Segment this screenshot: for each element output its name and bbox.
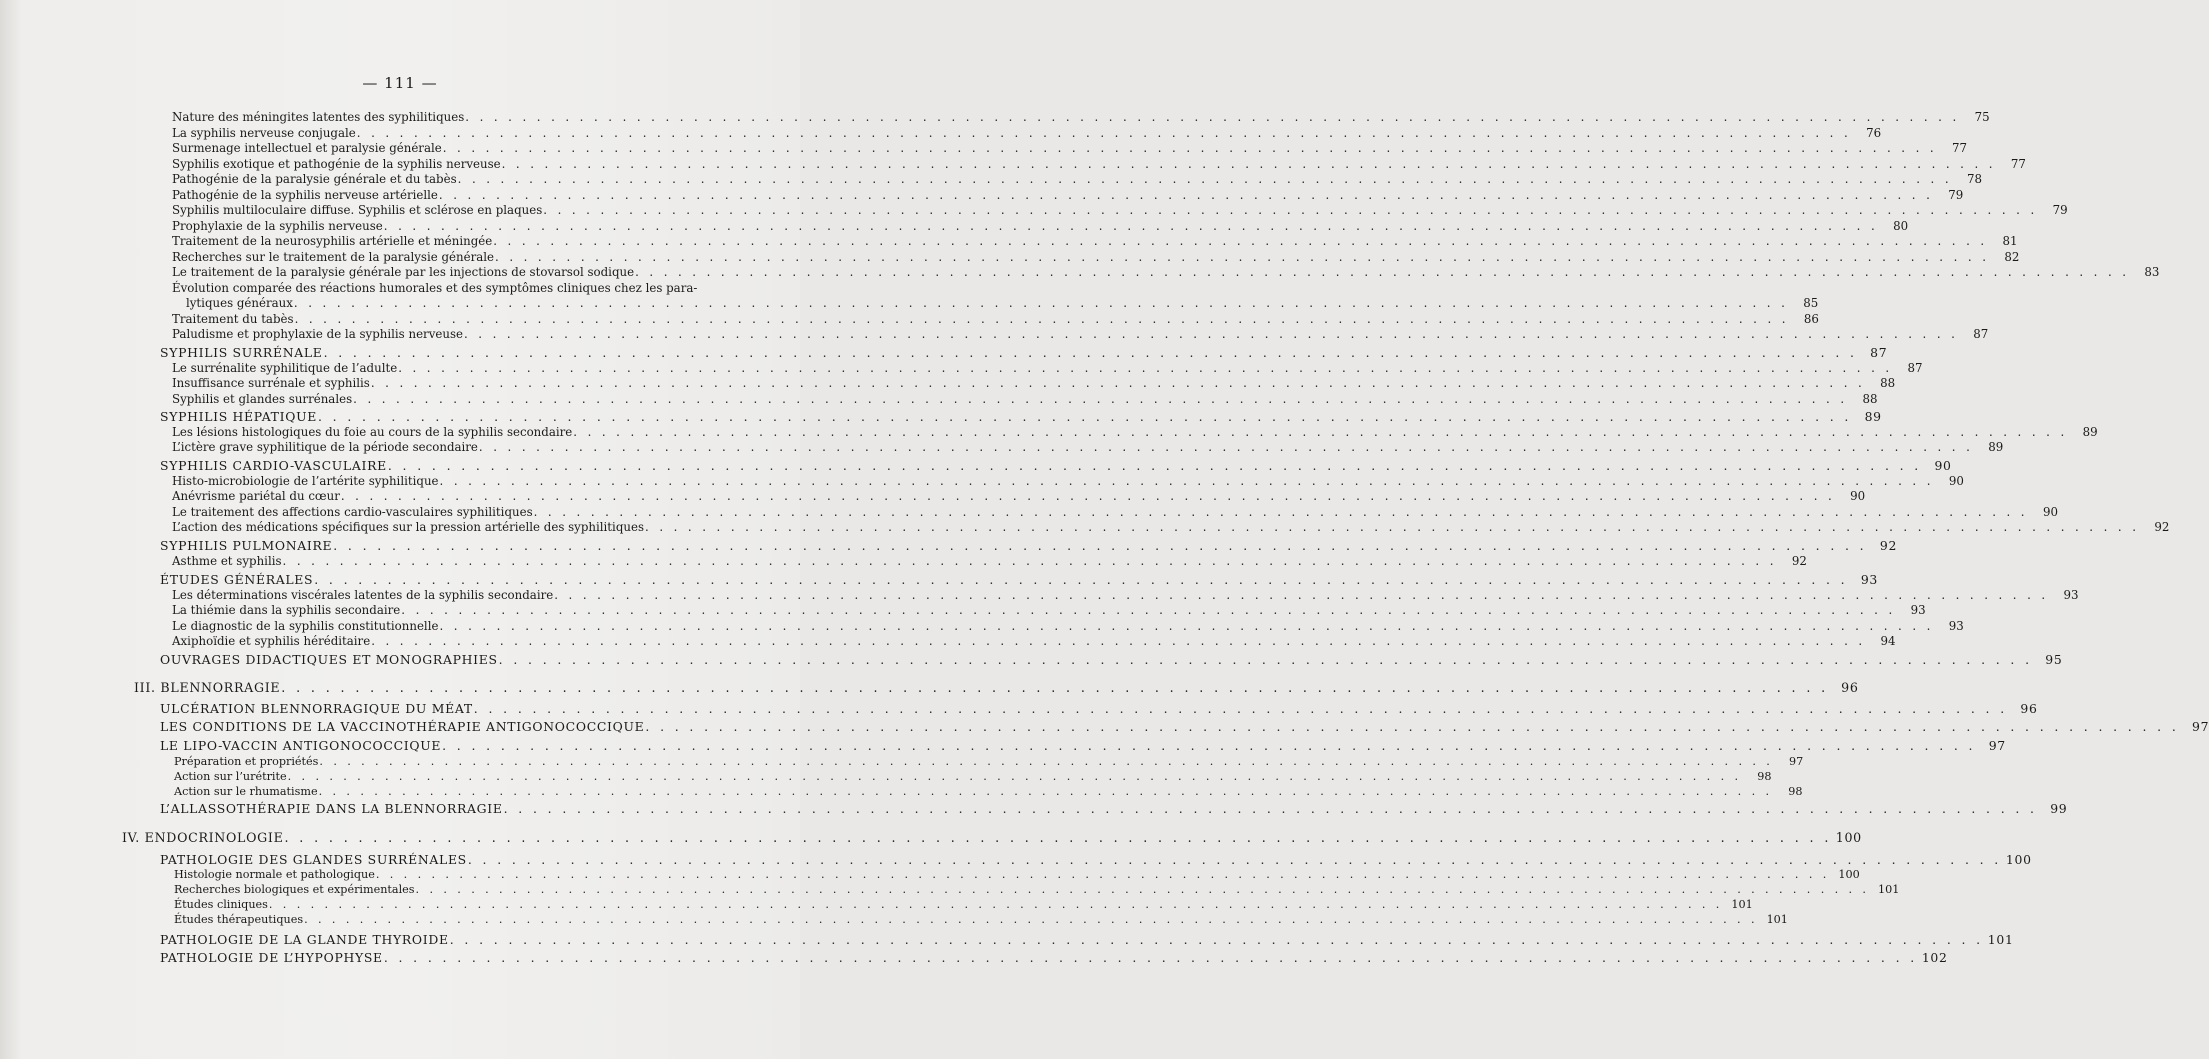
toc-entry-page: 94: [1880, 634, 1896, 648]
toc-entry-label: L’ALLASSOTHÉRAPIE DANS LA BLENNORRAGIE: [160, 801, 503, 816]
toc-entry-page: 82: [2004, 250, 2020, 264]
toc-entry-page: 89: [1988, 440, 2004, 454]
toc-entry-page: 97: [1988, 738, 2006, 753]
toc-entry: [174, 912, 1788, 927]
toc-entry-page: 75: [1974, 110, 1990, 124]
toc-part-heading: [122, 830, 1862, 845]
toc-entry: [186, 296, 1819, 311]
toc-entry-page: 97: [2192, 719, 2209, 734]
toc-entry: [172, 489, 1866, 504]
toc-entry-label: ÉTUDES GÉNÉRALES: [160, 572, 314, 587]
toc-entry-label: Axiphoïdie et syphilis héréditaire: [172, 634, 371, 648]
toc-entry-label: SYPHILIS PULMONAIRE: [160, 538, 333, 553]
toc-entry: [172, 219, 1909, 234]
toc-entry-page: 77: [1952, 141, 1968, 155]
toc-entry-label: PATHOLOGIE DES GLANDES SURRÉNALES: [160, 852, 467, 867]
toc-entry-label: Insuffisance surrénale et syphilis: [172, 376, 370, 390]
dot-leader: . . . . . . . . . . . . . . . . . . . . . . . . . . . . . . . . . . . . . . . . . . . . . . . . . . . . . . . . . . . . . . . . . . . . . . . . . . . . . . . . . . . . . . . . . . . . . . . . . . . . . . . . .: [294, 312, 1789, 326]
toc-section-heading: [160, 458, 1952, 473]
toc-entry: [172, 327, 1989, 342]
page-number: — 111 —: [362, 74, 438, 92]
toc-entry: [172, 203, 2068, 218]
dot-leader: . . . . . . . . . . . . . . . . . . . . . . . . . . . . . . . . . . . . . . . . . . . . . . . . . . . . . . . . . . . . . . . . . . . . . . . . . . . . . . . . . . . . . . . . . . . . . . . . . . . . . . . . .: [383, 950, 1918, 965]
toc-entry-label: Action sur le rhumatisme: [174, 785, 318, 798]
toc-entry-page: 77: [2010, 157, 2026, 171]
toc-entry-label: La syphilis nerveuse conjugale: [172, 126, 356, 140]
toc-entry: [174, 769, 1772, 784]
dot-leader: . . . . . . . . . . . . . . . . . . . . . . . . . . . . . . . . . . . . . . . . . . . . . . . . . . . . . . . . . . . . . . . . . . . . . . . . . . . . . . . . . . . . . . . . . . . . . . . . . . . . . . . . .: [543, 203, 2038, 217]
toc-entry-page: 101: [1766, 913, 1788, 926]
toc-entry: [172, 619, 1964, 634]
toc-entry-label: Nature des méningites latentes des syphilitiques: [172, 110, 465, 124]
toc-entry-label: Surmenage intellectuel et paralysie générale: [172, 141, 442, 155]
toc-entry-label: Études cliniques: [174, 898, 268, 911]
toc-section-heading: [160, 538, 1898, 553]
toc-entry-label: Paludisme et prophylaxie de la syphilis nerveuse: [172, 327, 463, 341]
toc-entry: [174, 867, 1860, 882]
dot-leader: . . . . . . . . . . . . . . . . . . . . . . . . . . . . . . . . . . . . . . . . . . . . . . . . . . . . . . . . . . . . . . . . . . . . . . . . . . . . . . . . . . . . . . . . . . . . . . . . . . . . . . . . .: [503, 801, 2038, 816]
toc-entry-label: L’action des médications spécifiques sur la pression artérielle des syphilitiques: [172, 520, 645, 534]
toc-entry-label: Recherches sur le traitement de la paralysie générale: [172, 250, 495, 264]
dot-leader: . . . . . . . . . . . . . . . . . . . . . . . . . . . . . . . . . . . . . . . . . . . . . . . . . . . . . . . . . . . . . . . . . . . . . . . . . . . . . . . . . . . . . . . . . . . . . . . . . . . . . . . . .: [387, 458, 1922, 473]
toc-entry: [172, 588, 2079, 603]
toc-entry-label: Traitement de la neurosyphilis artérielle et méningée: [172, 234, 493, 248]
toc-entry-page: 87: [1973, 327, 1989, 341]
toc-entry-page: 79: [2052, 203, 2068, 217]
toc-section-heading: [160, 932, 2014, 947]
toc-entry-label: LE LIPO-VACCIN ANTIGONOCOCCIQUE: [160, 738, 442, 753]
toc-entry-label: Anévrisme pariétal du cœur: [172, 489, 340, 503]
dot-leader: . . . . . . . . . . . . . . . . . . . . . . . . . . . . . . . . . . . . . . . . . . . . . . . . . . . . . . . . . . . . . . . . . . . . . . . . . . . . . . . . . . . . . . . . . . . . . . . . . . . . . . . . .: [375, 868, 1830, 881]
toc-entry-page: 96: [2020, 701, 2038, 716]
toc-entry-page: 99: [2050, 801, 2068, 816]
toc-entry-page: 90: [2042, 505, 2058, 519]
toc-entry: [172, 141, 1968, 156]
toc-section-heading: [160, 719, 2209, 734]
toc-entry: [174, 897, 1753, 912]
toc-entry: [172, 172, 1982, 187]
dot-leader: . . . . . . . . . . . . . . . . . . . . . . . . . . . . . . . . . . . . . . . . . . . . . . . . . . . . . . . . . . . . . . . . . . . . . . . . . . . . . . . . . . . . . . . . . . . . . . . . . . . . . . . . .: [645, 520, 2140, 534]
toc-entry-label: LES CONDITIONS DE LA VACCINOTHÉRAPIE ANTIGONOCOCCIQUE: [160, 719, 645, 734]
toc-section-heading: [160, 409, 1882, 424]
toc-entry-label: Le diagnostic de la syphilis constitutionnelle: [172, 619, 439, 633]
dot-leader: . . . . . . . . . . . . . . . . . . . . . . . . . . . . . . . . . . . . . . . . . . . . . . . . . . . . . . . . . . . . . . . . . . . . . . . . . . . . . . . . . . . . . . . . . . . . . . . . . . . . . . . . .: [304, 913, 1758, 926]
toc-entry-page: 101: [1731, 898, 1753, 911]
dot-leader: . . . . . . . . . . . . . . . . . . . . . . . . . . . . . . . . . . . . . . . . . . . . . . . . . . . . . . . . . . . . . . . . . . . . . . . . . . . . . . . . . . . . . . . . . . . . . . . . . . . . . . . . .: [356, 126, 1852, 140]
dot-leader: . . . . . . . . . . . . . . . . . . . . . . . . . . . . . . . . . . . . . . . . . . . . . . . . . . . . . . . . . . . . . . . . . . . . . . . . . . . . . . . . . . . . . . . . . . . . . . . . . . . . . . . . .: [463, 327, 1959, 341]
dot-leader: . . . . . . . . . . . . . . . . . . . . . . . . . . . . . . . . . . . . . . . . . . . . . . . . . . . . . . . . . . . . . . . . . . . . . . . . . . . . . . . . . . . . . . . . . . . . . . . . . . . . . . . . .: [478, 440, 1974, 454]
toc-entry: [172, 265, 2160, 280]
toc-entry: [172, 188, 1964, 203]
toc-entry: [172, 376, 1896, 391]
toc-entry: [172, 157, 2026, 172]
dot-leader: . . . . . . . . . . . . . . . . . . . . . . . . . . . . . . . . . . . . . . . . . . . . . . . . . . . . . . . . . . . . . . . . . . . . . . . . . . . . . . . . . . . . . . . . . . . . . . . . . . . . . . . . .: [467, 852, 2002, 867]
toc-entry-label: Traitement du tabès: [172, 312, 294, 326]
toc-section-heading: [160, 801, 2068, 816]
toc-entry-label: Le surrénalite syphilitique de l’adulte: [172, 361, 398, 375]
dot-leader: . . . . . . . . . . . . . . . . . . . . . . . . . . . . . . . . . . . . . . . . . . . . . . . . . . . . . . . . . . . . . . . . . . . . . . . . . . . . . . . . . . . . . . . . . . . . . . . . . . . . . . . . .: [398, 361, 1893, 375]
toc-entry-page: 96: [1841, 680, 1859, 695]
toc-entry-page: 98: [1757, 770, 1772, 783]
toc-entry: [172, 440, 2004, 455]
toc-entry-label: Histologie normale et pathologique: [174, 868, 375, 881]
dot-leader: . . . . . . . . . . . . . . . . . . . . . . . . . . . . . . . . . . . . . . . . . . . . . . . . . . . . . . . . . . . . . . . . . . . . . . . . . . . . . . . . . . . . . . . . . . . . . . . . . . . . . . . . .: [495, 250, 1990, 264]
toc-entry-page: 100: [1835, 830, 1862, 845]
toc-part-heading: [134, 680, 1859, 695]
dot-leader: . . . . . . . . . . . . . . . . . . . . . . . . . . . . . . . . . . . . . . . . . . . . . . . . . . . . . . . . . . . . . . . . . . . . . . . . . . . . . . . . . . . . . . . . . . . . . . . . . . . . . . . . .: [554, 588, 2049, 602]
toc-entry-page: 81: [2002, 234, 2018, 248]
toc-entry: [172, 505, 2058, 520]
toc-entry-page: 92: [1791, 554, 1807, 568]
toc-entry: [172, 603, 1926, 618]
dot-leader: . . . . . . . . . . . . . . . . . . . . . . . . . . . . . . . . . . . . . . . . . . . . . . . . . . . . . . . . . . . . . . . . . . . . . . . . . . . . . . . . . . . . . . . . . . . . . . . . . . . . . . . . .: [493, 234, 1988, 248]
toc-entry-label: Les lésions histologiques du foie au cours de la syphilis secondaire: [172, 425, 573, 439]
toc-entry-label: Pathogénie de la syphilis nerveuse artérielle: [172, 188, 438, 202]
toc-entry-page: 90: [1850, 489, 1866, 503]
toc-entry-label: Pathogénie de la paralysie générale et du tabès: [172, 172, 457, 186]
toc-entry-label: Le traitement des affections cardio-vasculaires syphilitiques: [172, 505, 533, 519]
toc-entry-label: III. BLENNORRAGIE: [134, 680, 281, 695]
dot-leader: . . . . . . . . . . . . . . . . . . . . . . . . . . . . . . . . . . . . . . . . . . . . . . . . . . . . . . . . . . . . . . . . . . . . . . . . . . . . . . . . . . . . . . . . . . . . . . . . . . . . . . . . .: [353, 392, 1848, 406]
toc-section-heading: [160, 852, 2032, 867]
toc-entry-label: Études thérapeutiques: [174, 913, 304, 926]
toc-entry-page: 87: [1870, 345, 1888, 360]
dot-leader: . . . . . . . . . . . . . . . . . . . . . . . . . . . . . . . . . . . . . . . . . . . . . . . . . . . . . . . . . . . . . . . . . . . . . . . . . . . . . . . . . . . . . . . . . . . . . . . . . . . . . . . . .: [268, 898, 1723, 911]
dot-leader: . . . . . . . . . . . . . . . . . . . . . . . . . . . . . . . . . . . . . . . . . . . . . . . . . . . . . . . . . . . . . . . . . . . . . . . . . . . . . . . . . . . . . . . . . . . . . . . . . . . . . . . . .: [317, 409, 1852, 424]
toc-entry: [174, 784, 1803, 799]
dot-leader: . . . . . . . . . . . . . . . . . . . . . . . . . . . . . . . . . . . . . . . . . . . . . . . . . . . . . . . . . . . . . . . . . . . . . . . . . . . . . . . . . . . . . . . . . . . . . . . . . . . . . . . . .: [439, 474, 1934, 488]
toc-entry: [172, 110, 1990, 125]
toc-entry-label: Préparation et propriétés: [174, 755, 319, 768]
toc-entry-page: 93: [1860, 572, 1879, 587]
dot-leader: . . . . . . . . . . . . . . . . . . . . . . . . . . . . . . . . . . . . . . . . . . . . . . . . . . . . . . . . . . . . . . . . . . . . . . . . . . . . . . . . . . . . . . . . . . . . . . . . . . . . . . . . .: [457, 172, 1952, 186]
toc-entry: [174, 754, 1804, 769]
toc-entry-label: L’ictère grave syphilitique de la période secondaire: [172, 440, 478, 454]
toc-entry-page: 88: [1862, 392, 1878, 406]
toc-entry-page: 95: [2045, 652, 2063, 667]
toc-entry-label: Le traitement de la paralysie générale par les injections de stovarsol sodique: [172, 265, 635, 279]
toc-section-heading: [160, 572, 1879, 587]
toc-entry-page: 97: [1789, 755, 1804, 768]
dot-leader: . . . . . . . . . . . . . . . . . . . . . . . . . . . . . . . . . . . . . . . . . . . . . . . . . . . . . . . . . . . . . . . . . . . . . . . . . . . . . . . . . . . . . . . . . . . . . . . . . . . . . . . . .: [293, 296, 1789, 310]
toc-section-heading: [160, 701, 2038, 716]
dot-leader: . . . . . . . . . . . . . . . . . . . . . . . . . . . . . . . . . . . . . . . . . . . . . . . . . . . . . . . . . . . . . . . . . . . . . . . . . . . . . . . . . . . . . . . . . . . . . . . . . . . . . . . . .: [340, 489, 1836, 503]
toc-entry-page: 93: [2063, 588, 2079, 602]
dot-leader: . . . . . . . . . . . . . . . . . . . . . . . . . . . . . . . . . . . . . . . . . . . . . . . . . . . . . . . . . . . . . . . . . . . . . . . . . . . . . . . . . . . . . . . . . . . . . . . . . . . . . . . . .: [401, 603, 1896, 617]
dot-leader: . . . . . . . . . . . . . . . . . . . . . . . . . . . . . . . . . . . . . . . . . . . . . . . . . . . . . . . . . . . . . . . . . . . . . . . . . . . . . . . . . . . . . . . . . . . . . . . . . . . . . . . . .: [533, 505, 2028, 519]
toc-entry-page: 98: [1788, 785, 1803, 798]
toc-entry-page: 100: [1838, 868, 1860, 881]
toc-entry-page: 93: [1948, 619, 1964, 633]
toc-entry-label: Asthme et syphilis: [172, 554, 282, 568]
toc-entry-page: 102: [1921, 950, 1948, 965]
toc-entry: [172, 634, 1896, 649]
toc-entry-label: SYPHILIS SURRÉNALE: [160, 345, 323, 360]
dot-leader: . . . . . . . . . . . . . . . . . . . . . . . . . . . . . . . . . . . . . . . . . . . . . . . . . . . . . . . . . . . . . . . . . . . . . . . . . . . . . . . . . . . . . . . . . . . . . . . . . . . . . . . . .: [442, 738, 1976, 753]
dot-leader: . . . . . . . . . . . . . . . . . . . . . . . . . . . . . . . . . . . . . . . . . . . . . . . . . . . . . . . . . . . . . . . . . . . . . . . . . . . . . . . . . . . . . . . . . . . . . . . . . . . . . . . . .: [371, 634, 1866, 648]
toc-entry-page: 92: [2154, 520, 2170, 534]
dot-leader: . . . . . . . . . . . . . . . . . . . . . . . . . . . . . . . . . . . . . . . . . . . . . . . . . . . . . . . . . . . . . . . . . . . . . . . . . . . . . . . . . . . . . . . . . . . . . . . . . . . . . . . . .: [449, 932, 1984, 947]
toc-entry-page: 83: [2144, 265, 2160, 279]
toc-entry: [172, 234, 2018, 249]
toc-entry-page: 86: [1803, 312, 1819, 326]
toc-entry-continued: Évolution comparée des réactions humorales et des symptômes cliniques chez les para-: [172, 281, 698, 295]
dot-leader: . . . . . . . . . . . . . . . . . . . . . . . . . . . . . . . . . . . . . . . . . . . . . . . . . . . . . . . . . . . . . . . . . . . . . . . . . . . . . . . . . . . . . . . . . . . . . . . . . . . . . . . . .: [318, 785, 1773, 798]
toc-entry-page: 90: [1934, 458, 1952, 473]
toc-entry-page: 85: [1803, 296, 1819, 310]
toc-entry-label: lytiques généraux: [186, 296, 293, 310]
dot-leader: . . . . . . . . . . . . . . . . . . . . . . . . . . . . . . . . . . . . . . . . . . . . . . . . . . . . . . . . . . . . . . . . . . . . . . . . . . . . . . . . . . . . . . . . . . . . . . . . . . . . . . . . .: [287, 770, 1742, 783]
toc-entry: [172, 554, 1807, 569]
dot-leader: . . . . . . . . . . . . . . . . . . . . . . . . . . . . . . . . . . . . . . . . . . . . . . . . . . . . . . . . . . . . . . . . . . . . . . . . . . . . . . . . . . . . . . . . . . . . . . . . . . . . . . . . .: [645, 719, 2180, 734]
toc-entry-label: PATHOLOGIE DE LA GLANDE THYROIDE: [160, 932, 449, 947]
toc-entry: [172, 361, 1923, 376]
toc-entry-label: Les déterminations viscérales latentes de la syphilis secondaire: [172, 588, 554, 602]
toc-entry-page: 89: [2082, 425, 2098, 439]
toc-entry-label: ULCÉRATION BLENNORRAGIQUE DU MÉAT: [160, 701, 473, 716]
toc-entry-label: Action sur l’urétrite: [174, 770, 287, 783]
dot-leader: . . . . . . . . . . . . . . . . . . . . . . . . . . . . . . . . . . . . . . . . . . . . . . . . . . . . . . . . . . . . . . . . . . . . . . . . . . . . . . . . . . . . . . . . . . . . . . . . . . . . . . . . .: [439, 619, 1934, 633]
toc-section-heading: [160, 738, 2006, 753]
toc-entry-label: Syphilis et glandes surrénales: [172, 392, 353, 406]
dot-leader: . . . . . . . . . . . . . . . . . . . . . . . . . . . . . . . . . . . . . . . . . . . . . . . . . . . . . . . . . . . . . . . . . . . . . . . . . . . . . . . . . . . . . . . . . . . . . . . . . . . . . . . . .: [370, 376, 1866, 390]
toc-entry-label: OUVRAGES DIDACTIQUES ET MONOGRAPHIES: [160, 652, 498, 667]
toc-entry-page: 90: [1948, 474, 1964, 488]
toc-entry-page: 92: [1879, 538, 1898, 553]
toc-entry: [174, 882, 1900, 897]
toc-entry-page: 76: [1866, 126, 1882, 140]
toc-entry-label: La thiémie dans la syphilis secondaire: [172, 603, 401, 617]
toc-entry-label: SYPHILIS HÉPATIQUE: [160, 409, 317, 424]
dot-leader: . . . . . . . . . . . . . . . . . . . . . . . . . . . . . . . . . . . . . . . . . . . . . . . . . . . . . . . . . . . . . . . . . . . . . . . . . . . . . . . . . . . . . . . . . . . . . . . . . . . . . . . . .: [438, 188, 1934, 202]
dot-leader: . . . . . . . . . . . . . . . . . . . . . . . . . . . . . . . . . . . . . . . . . . . . . . . . . . . . . . . . . . . . . . . . . . . . . . . . . . . . . . . . . . . . . . . . . . . . . . . . . . . . . . . . .: [415, 883, 1870, 896]
toc-entry-label: Recherches biologiques et expérimentales: [174, 883, 415, 896]
toc-entry-page: 93: [1910, 603, 1926, 617]
dot-leader: . . . . . . . . . . . . . . . . . . . . . . . . . . . . . . . . . . . . . . . . . . . . . . . . . . . . . . . . . . . . . . . . . . . . . . . . . . . . . . . . . . . . . . . . . . . . . . . . . . . . . . . . .: [319, 755, 1774, 768]
dot-leader: . . . . . . . . . . . . . . . . . . . . . . . . . . . . . . . . . . . . . . . . . . . . . . . . . . . . . . . . . . . . . . . . . . . . . . . . . . . . . . . . . . . . . . . . . . . . . . . . . . . . . . . . .: [323, 345, 1858, 360]
toc-entry-page: 78: [1966, 172, 1982, 186]
toc-entry-page: 80: [1893, 219, 1909, 233]
dot-leader: . . . . . . . . . . . . . . . . . . . . . . . . . . . . . . . . . . . . . . . . . . . . . . . . . . . . . . . . . . . . . . . . . . . . . . . . . . . . . . . . . . . . . . . . . . . . . . . . . . . . . . . . .: [333, 538, 1868, 553]
toc-entry-page: 100: [2005, 852, 2032, 867]
toc-entry-label: Histo-microbiologie de l’artérite syphilitique: [172, 474, 439, 488]
dot-leader: . . . . . . . . . . . . . . . . . . . . . . . . . . . . . . . . . . . . . . . . . . . . . . . . . . . . . . . . . . . . . . . . . . . . . . . . . . . . . . . . . . . . . . . . . . . . . . . . . . . . . . . . .: [473, 701, 2008, 716]
toc-entry-label: Prophylaxie de la syphilis nerveuse: [172, 219, 383, 233]
toc-entry-page: 87: [1907, 361, 1923, 375]
dot-leader: . . . . . . . . . . . . . . . . . . . . . . . . . . . . . . . . . . . . . . . . . . . . . . . . . . . . . . . . . . . . . . . . . . . . . . . . . . . . . . . . . . . . . . . . . . . . . . . . . . . . . . . . .: [281, 680, 1829, 695]
dot-leader: . . . . . . . . . . . . . . . . . . . . . . . . . . . . . . . . . . . . . . . . . . . . . . . . . . . . . . . . . . . . . . . . . . . . . . . . . . . . . . . . . . . . . . . . . . . . . . . . . . . . . . . . .: [284, 830, 1832, 845]
toc-section-heading: [160, 950, 1948, 965]
toc-entry-page: 79: [1948, 188, 1964, 202]
dot-leader: . . . . . . . . . . . . . . . . . . . . . . . . . . . . . . . . . . . . . . . . . . . . . . . . . . . . . . . . . . . . . . . . . . . . . . . . . . . . . . . . . . . . . . . . . . . . . . . . . . . . . . . . .: [442, 141, 1938, 155]
toc-entry-label: PATHOLOGIE DE L’HYPOPHYSE: [160, 950, 383, 965]
toc-entry-page: 101: [1987, 932, 2014, 947]
toc-entry: [172, 392, 1878, 407]
toc-entry: [172, 312, 1819, 327]
dot-leader: . . . . . . . . . . . . . . . . . . . . . . . . . . . . . . . . . . . . . . . . . . . . . . . . . . . . . . . . . . . . . . . . . . . . . . . . . . . . . . . . . . . . . . . . . . . . . . . . . . . . . . . . .: [314, 572, 1849, 587]
toc-entry-label: SYPHILIS CARDIO-VASCULAIRE: [160, 458, 387, 473]
dot-leader: . . . . . . . . . . . . . . . . . . . . . . . . . . . . . . . . . . . . . . . . . . . . . . . . . . . . . . . . . . . . . . . . . . . . . . . . . . . . . . . . . . . . . . . . . . . . . . . . . . . . . . . . .: [573, 425, 2068, 439]
dot-leader: . . . . . . . . . . . . . . . . . . . . . . . . . . . . . . . . . . . . . . . . . . . . . . . . . . . . . . . . . . . . . . . . . . . . . . . . . . . . . . . . . . . . . . . . . . . . . . . . . . . . . . . . .: [282, 554, 1777, 568]
toc-entry: [172, 425, 2098, 440]
toc-entry-label: IV. ENDOCRINOLOGIE: [122, 830, 284, 845]
dot-leader: . . . . . . . . . . . . . . . . . . . . . . . . . . . . . . . . . . . . . . . . . . . . . . . . . . . . . . . . . . . . . . . . . . . . . . . . . . . . . . . . . . . . . . . . . . . . . . . . . . . . . . . . .: [383, 219, 1879, 233]
toc-entry-page: 88: [1880, 376, 1896, 390]
toc-entry-label: Syphilis multiloculaire diffuse. Syphilis et sclérose en plaques: [172, 203, 543, 217]
toc-entry: [172, 474, 1964, 489]
toc-section-heading: [160, 345, 1888, 360]
toc-entry: [172, 250, 2020, 265]
dot-leader: . . . . . . . . . . . . . . . . . . . . . . . . . . . . . . . . . . . . . . . . . . . . . . . . . . . . . . . . . . . . . . . . . . . . . . . . . . . . . . . . . . . . . . . . . . . . . . . . . . . . . . . . .: [498, 652, 2033, 667]
dot-leader: . . . . . . . . . . . . . . . . . . . . . . . . . . . . . . . . . . . . . . . . . . . . . . . . . . . . . . . . . . . . . . . . . . . . . . . . . . . . . . . . . . . . . . . . . . . . . . . . . . . . . . . . .: [501, 157, 1996, 171]
toc-entry-page: 101: [1878, 883, 1900, 896]
toc-entry: [172, 126, 1882, 141]
toc-entry: [172, 520, 2170, 535]
dot-leader: . . . . . . . . . . . . . . . . . . . . . . . . . . . . . . . . . . . . . . . . . . . . . . . . . . . . . . . . . . . . . . . . . . . . . . . . . . . . . . . . . . . . . . . . . . . . . . . . . . . . . . . . .: [635, 265, 2130, 279]
toc-entry-label: Syphilis exotique et pathogénie de la syphilis nerveuse: [172, 157, 501, 171]
dot-leader: . . . . . . . . . . . . . . . . . . . . . . . . . . . . . . . . . . . . . . . . . . . . . . . . . . . . . . . . . . . . . . . . . . . . . . . . . . . . . . . . . . . . . . . . . . . . . . . . . . . . . . . . .: [465, 110, 1960, 124]
toc-section-heading: [160, 652, 2063, 667]
toc-entry-page: 89: [1864, 409, 1882, 424]
